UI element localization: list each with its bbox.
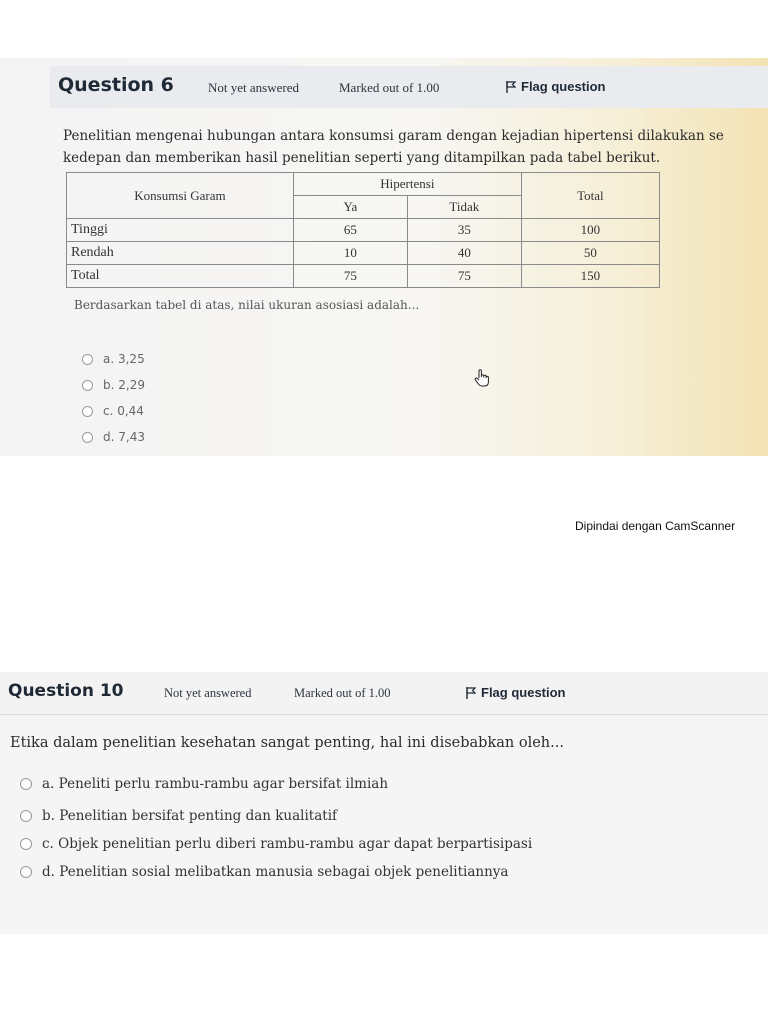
radio-button[interactable] [20, 810, 32, 822]
cell-total: 100 [521, 219, 659, 242]
question-6-option-d[interactable] [82, 430, 145, 444]
cell-tidak: 75 [407, 265, 521, 288]
scan-question-10 [0, 672, 768, 934]
flag-question-label: Flag question [521, 79, 606, 94]
question-10-text: Etika dalam penelitian kesehatan sangat penting, hal ini disebabkan oleh... [10, 735, 564, 751]
cell-ya: 75 [293, 265, 407, 288]
hand-cursor-icon [474, 368, 490, 388]
row-label: Total [67, 265, 294, 288]
question-6-text-line-2: kedepan dan memberikan hasil penelitian seperti yang ditampilkan pada tabel berikut. [63, 150, 661, 166]
question-6-prompt: Berdasarkan tabel di atas, nilai ukuran asosiasi adalah... [74, 298, 420, 312]
cell-ya: 10 [293, 242, 407, 265]
header-tidak: Tidak [407, 196, 521, 219]
scan-question-6 [0, 58, 768, 456]
question-10-title: Question 10 [8, 681, 124, 701]
question-6-status: Not yet answered [208, 80, 299, 95]
option-label: c. 0,44 [103, 404, 144, 418]
header-konsumsi-garam: Konsumsi Garam [67, 173, 294, 219]
question-10-marks: Marked out of 1.00 [294, 686, 391, 700]
table-row [67, 265, 660, 288]
radio-button[interactable] [82, 354, 93, 365]
question-6-header [50, 66, 768, 108]
question-10-option-d[interactable] [20, 864, 508, 880]
question-10-option-b[interactable] [20, 808, 337, 824]
option-label: d. Penelitian sosial melibatkan manusia sebagai objek penelitiannya [42, 864, 509, 880]
option-label: c. Objek penelitian perlu diberi rambu-rambu agar dapat berpartisipasi [42, 836, 533, 852]
option-label: b. 2,29 [103, 378, 145, 392]
question-10-option-c[interactable] [20, 836, 532, 852]
question-10-header [0, 672, 768, 715]
flag-icon [465, 686, 476, 700]
cell-tidak: 40 [407, 242, 521, 265]
header-total: Total [521, 173, 659, 219]
row-label: Tinggi [67, 219, 294, 242]
radio-button[interactable] [20, 838, 32, 850]
cell-ya: 65 [293, 219, 407, 242]
question-6-text-line-1: Penelitian mengenai hubungan antara konsumsi garam dengan kejadian hipertensi dilakukan se [63, 128, 724, 144]
option-label: a. Peneliti perlu rambu-rambu agar bersifat ilmiah [42, 776, 389, 792]
option-label: d. 7,43 [103, 430, 145, 444]
question-10-option-a[interactable] [20, 776, 388, 792]
radio-button[interactable] [20, 866, 32, 878]
flag-question-label: Flag question [481, 685, 566, 700]
question-6-option-a[interactable] [82, 352, 145, 366]
question-6-option-b[interactable] [82, 378, 145, 392]
radio-button[interactable] [82, 432, 93, 443]
question-6-marks: Marked out of 1.00 [339, 80, 440, 95]
question-6-title: Question 6 [58, 74, 174, 96]
question-10-flag-button[interactable] [465, 685, 566, 700]
header-hipertensi: Hipertensi [293, 173, 521, 196]
radio-button[interactable] [20, 778, 32, 790]
association-table [66, 172, 660, 288]
table-row [67, 219, 660, 242]
question-6-flag-button[interactable] [505, 79, 606, 94]
question-6-option-c[interactable] [82, 404, 144, 418]
option-label: b. Penelitian bersifat penting dan kualitatif [42, 808, 338, 824]
cell-tidak: 35 [407, 219, 521, 242]
cell-total: 50 [521, 242, 659, 265]
table-row [67, 242, 660, 265]
cell-total: 150 [521, 265, 659, 288]
row-label: Rendah [67, 242, 294, 265]
radio-button[interactable] [82, 406, 93, 417]
question-10-status: Not yet answered [164, 686, 252, 700]
option-label: a. 3,25 [103, 352, 145, 366]
camscanner-watermark: Dipindai dengan CamScanner [575, 519, 736, 533]
header-ya: Ya [293, 196, 407, 219]
flag-icon [505, 80, 516, 94]
radio-button[interactable] [82, 380, 93, 391]
